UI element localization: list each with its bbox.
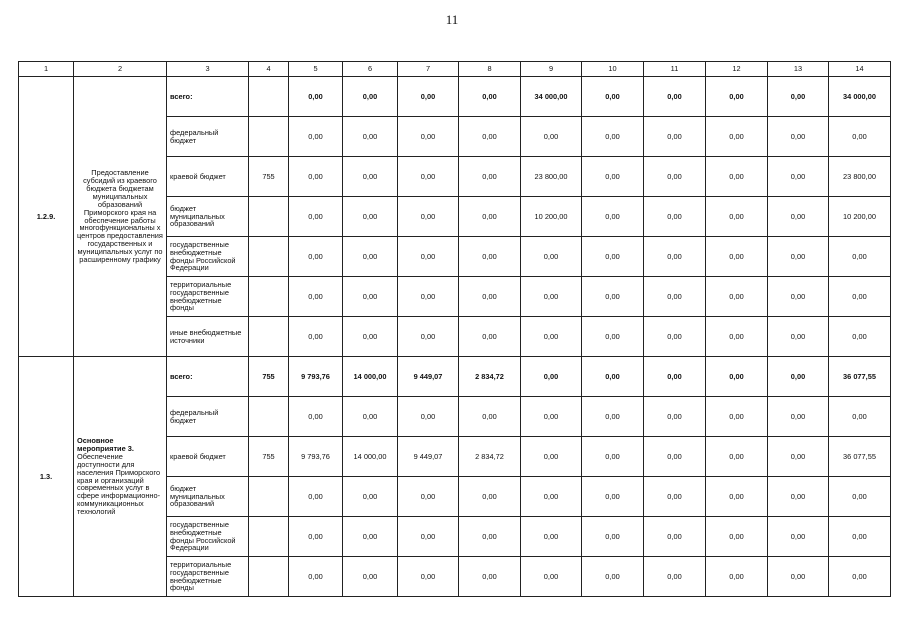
funding-source: территориальные государственные внебюджетные фонды: [167, 277, 249, 317]
value-cell: 0,00: [768, 557, 829, 597]
value-cell: 0,00: [289, 477, 343, 517]
value-cell: 0,00: [644, 237, 706, 277]
value-cell: 0,00: [644, 557, 706, 597]
budget-code: [249, 477, 289, 517]
value-cell: 0,00: [521, 357, 582, 397]
budget-code: [249, 517, 289, 557]
value-cell: 0,00: [459, 77, 521, 117]
page-number: 11: [445, 12, 459, 27]
value-cell: 0,00: [343, 557, 398, 597]
value-cell: 0,00: [706, 517, 768, 557]
value-cell: 0,00: [459, 477, 521, 517]
column-header: 14: [829, 62, 891, 77]
value-cell: 0,00: [768, 437, 829, 477]
column-header: 7: [398, 62, 459, 77]
value-cell: 0,00: [398, 477, 459, 517]
value-cell: 23 800,00: [521, 157, 582, 197]
value-cell: 0,00: [398, 197, 459, 237]
item-name-text: Обеспечение доступности для населения Приморского края и организаций современных услуг в сфере информационно-коммуникационных технологий: [77, 451, 161, 517]
column-header: 1: [19, 62, 74, 77]
funding-source: всего:: [167, 357, 249, 397]
value-cell: 0,00: [582, 477, 644, 517]
table-row: [19, 77, 891, 117]
value-cell: 0,00: [343, 517, 398, 557]
budget-code: [249, 237, 289, 277]
column-header: 9: [521, 62, 582, 77]
value-cell: 0,00: [582, 117, 644, 157]
value-cell: 0,00: [644, 357, 706, 397]
column-header: 2: [74, 62, 167, 77]
budget-code: [249, 317, 289, 357]
value-cell: 14 000,00: [343, 437, 398, 477]
item-name-text: Предоставление субсидий из краевого бюджета бюджетам муниципальных образований Приморского края на обеспечение работы многофункциональны х центров предоставления государственных и муниципальных услуг по расширенному графику: [77, 167, 163, 265]
value-cell: 0,00: [459, 117, 521, 157]
value-cell: 0,00: [768, 157, 829, 197]
value-cell: 34 000,00: [521, 77, 582, 117]
value-cell: 0,00: [582, 77, 644, 117]
value-cell: 2 834,72: [459, 357, 521, 397]
value-cell: 0,00: [768, 197, 829, 237]
funding-source: иные внебюджетные источники: [167, 317, 249, 357]
value-cell: 0,00: [398, 557, 459, 597]
value-cell: 0,00: [289, 197, 343, 237]
column-header: 8: [459, 62, 521, 77]
value-cell: 0,00: [521, 117, 582, 157]
value-cell: 0,00: [582, 517, 644, 557]
budget-code: [249, 277, 289, 317]
budget-code: [249, 77, 289, 117]
value-cell: 0,00: [768, 517, 829, 557]
value-cell: 0,00: [289, 277, 343, 317]
value-cell: 0,00: [829, 117, 891, 157]
value-cell: 0,00: [521, 237, 582, 277]
value-cell: 0,00: [521, 277, 582, 317]
value-cell: 0,00: [706, 157, 768, 197]
value-cell: 0,00: [644, 477, 706, 517]
value-cell: 0,00: [459, 277, 521, 317]
value-cell: 0,00: [289, 517, 343, 557]
value-cell: 9 449,07: [398, 357, 459, 397]
budget-code: [249, 197, 289, 237]
value-cell: 9 449,07: [398, 437, 459, 477]
value-cell: 0,00: [582, 357, 644, 397]
value-cell: 0,00: [289, 317, 343, 357]
value-cell: 2 834,72: [459, 437, 521, 477]
value-cell: 0,00: [343, 197, 398, 237]
value-cell: 0,00: [459, 197, 521, 237]
value-cell: 0,00: [706, 477, 768, 517]
value-cell: 0,00: [706, 117, 768, 157]
funding-source: государственные внебюджетные фонды Российской Федерации: [167, 237, 249, 277]
value-cell: 0,00: [582, 197, 644, 237]
budget-code: 755: [249, 157, 289, 197]
value-cell: 0,00: [289, 237, 343, 277]
value-cell: 0,00: [521, 477, 582, 517]
value-cell: 0,00: [343, 277, 398, 317]
value-cell: 0,00: [644, 77, 706, 117]
value-cell: 0,00: [829, 237, 891, 277]
value-cell: 0,00: [644, 117, 706, 157]
item-name-heading: Основное мероприятие 3.: [77, 435, 134, 453]
value-cell: 0,00: [398, 317, 459, 357]
value-cell: 0,00: [289, 117, 343, 157]
value-cell: 23 800,00: [829, 157, 891, 197]
value-cell: 0,00: [582, 157, 644, 197]
value-cell: 0,00: [706, 357, 768, 397]
value-cell: 0,00: [706, 557, 768, 597]
column-header: 11: [644, 62, 706, 77]
budget-code: 755: [249, 357, 289, 397]
value-cell: 0,00: [829, 397, 891, 437]
value-cell: 0,00: [582, 397, 644, 437]
value-cell: 0,00: [644, 437, 706, 477]
value-cell: 10 200,00: [829, 197, 891, 237]
funding-source: всего:: [167, 77, 249, 117]
value-cell: 0,00: [706, 317, 768, 357]
value-cell: 0,00: [289, 397, 343, 437]
value-cell: 0,00: [343, 397, 398, 437]
value-cell: 0,00: [706, 197, 768, 237]
value-cell: 0,00: [459, 157, 521, 197]
value-cell: 0,00: [289, 157, 343, 197]
value-cell: 0,00: [768, 317, 829, 357]
value-cell: 0,00: [459, 237, 521, 277]
value-cell: 0,00: [398, 517, 459, 557]
value-cell: 0,00: [829, 557, 891, 597]
value-cell: 9 793,76: [289, 437, 343, 477]
value-cell: 0,00: [582, 277, 644, 317]
value-cell: 0,00: [343, 77, 398, 117]
value-cell: 0,00: [768, 477, 829, 517]
funding-source: бюджет муниципальных образований: [167, 197, 249, 237]
value-cell: 0,00: [289, 557, 343, 597]
value-cell: 0,00: [644, 397, 706, 437]
value-cell: 0,00: [582, 437, 644, 477]
column-header: 12: [706, 62, 768, 77]
funding-source: краевой бюджет: [167, 157, 249, 197]
value-cell: 0,00: [768, 357, 829, 397]
value-cell: 0,00: [829, 517, 891, 557]
item-code: 1.3.: [19, 357, 74, 597]
value-cell: 0,00: [521, 317, 582, 357]
value-cell: 0,00: [829, 317, 891, 357]
column-header: 13: [768, 62, 829, 77]
value-cell: 14 000,00: [343, 357, 398, 397]
value-cell: 0,00: [644, 157, 706, 197]
item-code: 1.2.9.: [19, 77, 74, 357]
funding-source: федеральный бюджет: [167, 397, 249, 437]
value-cell: 0,00: [343, 117, 398, 157]
value-cell: 0,00: [343, 237, 398, 277]
value-cell: 0,00: [398, 277, 459, 317]
value-cell: 0,00: [706, 277, 768, 317]
value-cell: 0,00: [768, 237, 829, 277]
value-cell: 0,00: [768, 117, 829, 157]
column-header: 4: [249, 62, 289, 77]
value-cell: 0,00: [706, 77, 768, 117]
value-cell: 0,00: [459, 317, 521, 357]
item-name: [74, 357, 167, 597]
value-cell: 0,00: [521, 437, 582, 477]
value-cell: 0,00: [289, 77, 343, 117]
value-cell: 0,00: [398, 157, 459, 197]
value-cell: 0,00: [459, 397, 521, 437]
funding-source: бюджет муниципальных образований: [167, 477, 249, 517]
value-cell: 10 200,00: [521, 197, 582, 237]
value-cell: 0,00: [768, 77, 829, 117]
value-cell: 0,00: [343, 317, 398, 357]
value-cell: 0,00: [644, 317, 706, 357]
value-cell: 0,00: [706, 437, 768, 477]
funding-source: территориальные государственные внебюджетные фонды: [167, 557, 249, 597]
column-header: 3: [167, 62, 249, 77]
funding-source: государственные внебюджетные фонды Российской Федерации: [167, 517, 249, 557]
table-row: [19, 357, 891, 397]
column-header: 10: [582, 62, 644, 77]
value-cell: 34 000,00: [829, 77, 891, 117]
value-cell: 0,00: [521, 517, 582, 557]
value-cell: 0,00: [829, 277, 891, 317]
budget-table: [18, 61, 891, 597]
value-cell: 0,00: [768, 397, 829, 437]
value-cell: 0,00: [644, 197, 706, 237]
budget-code: 755: [249, 437, 289, 477]
value-cell: 0,00: [644, 277, 706, 317]
value-cell: 0,00: [459, 517, 521, 557]
value-cell: 0,00: [582, 317, 644, 357]
item-name: [74, 77, 167, 357]
value-cell: 0,00: [521, 397, 582, 437]
funding-source: федеральный бюджет: [167, 117, 249, 157]
column-header: 5: [289, 62, 343, 77]
value-cell: 0,00: [459, 557, 521, 597]
value-cell: 0,00: [343, 157, 398, 197]
value-cell: 0,00: [398, 237, 459, 277]
value-cell: 9 793,76: [289, 357, 343, 397]
value-cell: 0,00: [398, 77, 459, 117]
budget-code: [249, 397, 289, 437]
value-cell: 0,00: [521, 557, 582, 597]
budget-code: [249, 557, 289, 597]
value-cell: 0,00: [829, 477, 891, 517]
value-cell: 0,00: [398, 117, 459, 157]
value-cell: 0,00: [398, 397, 459, 437]
value-cell: 0,00: [706, 397, 768, 437]
value-cell: 0,00: [582, 237, 644, 277]
value-cell: 0,00: [644, 517, 706, 557]
header-row: [19, 62, 891, 77]
funding-source: краевой бюджет: [167, 437, 249, 477]
value-cell: 0,00: [706, 237, 768, 277]
value-cell: 36 077,55: [829, 357, 891, 397]
column-header: 6: [343, 62, 398, 77]
value-cell: 0,00: [582, 557, 644, 597]
budget-code: [249, 117, 289, 157]
value-cell: 36 077,55: [829, 437, 891, 477]
value-cell: 0,00: [343, 477, 398, 517]
value-cell: 0,00: [768, 277, 829, 317]
